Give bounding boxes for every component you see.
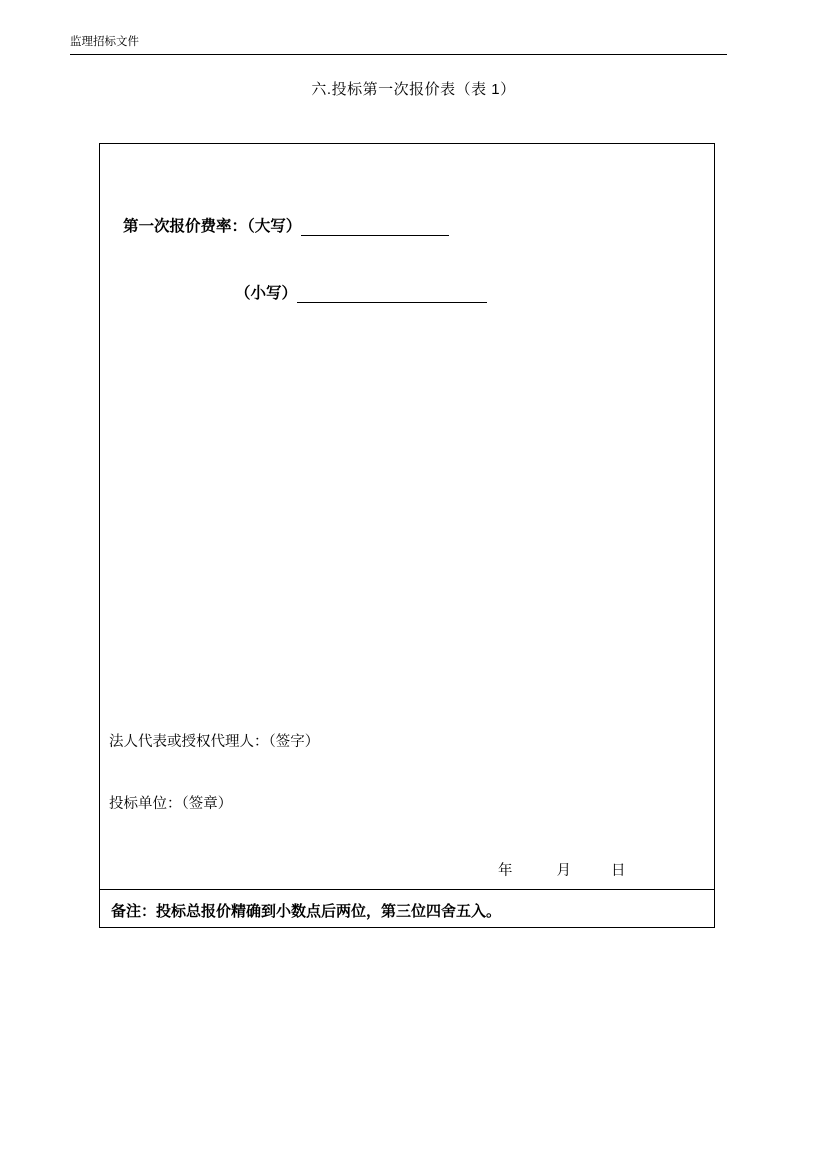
price-lowercase-label: （小写） <box>235 285 298 302</box>
price-uppercase-row <box>123 214 449 236</box>
running-head: 监理招标文件 <box>70 36 139 48</box>
price-uppercase-input[interactable] <box>301 218 449 236</box>
date-day-label: 日 <box>611 863 626 879</box>
date-year-label: 年 <box>498 863 513 879</box>
price-lowercase-input[interactable] <box>297 285 487 303</box>
date-month-label: 月 <box>556 863 571 879</box>
price-uppercase-label: 第一次报价费率：（大写） <box>123 218 302 235</box>
note-text: 备注：投标总报价精确到小数点后两位，第三位四舍五入。 <box>111 903 502 920</box>
price-lowercase-row <box>235 281 487 303</box>
header-divider <box>70 54 727 55</box>
page-title: 六.投标第一次报价表（表 1） <box>311 81 516 98</box>
date-line <box>498 859 626 880</box>
page-header <box>70 34 727 55</box>
bidder-unit-seal-label: 投标单位：（签章） <box>109 796 233 812</box>
note-divider <box>100 889 714 890</box>
legal-representative-signature-label: 法人代表或授权代理人：（签字） <box>109 734 320 750</box>
bid-price-form-box <box>99 143 715 928</box>
